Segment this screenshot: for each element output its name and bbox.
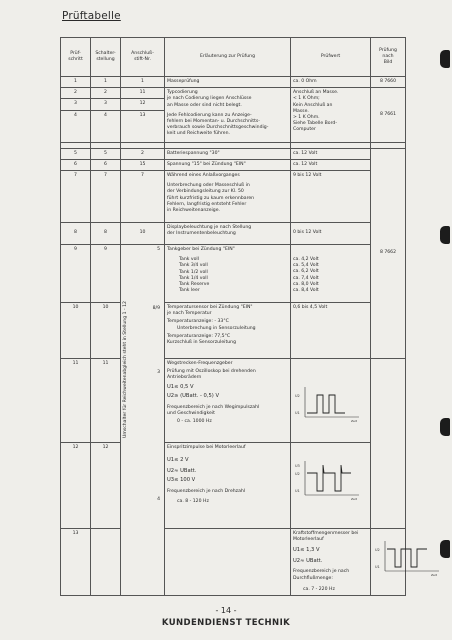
switch-cell: 9	[91, 244, 121, 302]
explanation-cell: Displaybeleuchtung je nach Stellung der Instrumentenbeleuchtung	[165, 222, 291, 244]
scope-u1-label: U1	[375, 564, 380, 569]
test-table	[60, 37, 437, 596]
value-cell: ca. 0 Ohm	[291, 77, 371, 88]
temp-low: Temperaturanzeige: - 33°C	[167, 319, 229, 325]
value-cell	[291, 244, 371, 302]
u1-spec: U1≤ 1,3 V	[293, 547, 320, 554]
explanation-cell	[165, 302, 291, 358]
table-row	[61, 148, 406, 159]
u2-spec: U2≈ UBatt.	[167, 468, 197, 475]
step-cell: 4	[61, 110, 91, 142]
explanation-cell: Spannung "15" bei Zündung "EIN"	[165, 159, 291, 170]
frequency-range: ca. 8 - 120 Hz	[177, 499, 209, 505]
pin-r9: 5	[157, 246, 160, 252]
u2-spec: U2≥ (UBatt. - 0,5) V	[167, 392, 220, 399]
pin-cell	[165, 528, 291, 595]
u3-spec: U3≤ 100 V	[167, 477, 196, 484]
explanation-cell	[165, 442, 291, 528]
table-row	[61, 442, 406, 528]
tank-level-value: ca. 7,4 Volt	[293, 275, 319, 281]
explanation-cell	[165, 170, 291, 222]
cranking-note: Unterbrechung oder Masseschluß in der Verbindungsleitung zur Kl. 50 führt kurzfristig zu kaum erkennbaren Fehlern, langfristig entsteht Fehler in Reichweitenanzeige.	[167, 183, 255, 213]
step-cell: 5	[61, 148, 91, 159]
header-step: Prüf- schritt	[61, 38, 91, 77]
scope-u1-label: U1	[295, 488, 300, 493]
step-cell: 12	[61, 442, 91, 528]
temp-high-cause: Kurzschluß in Sensorzuleitung	[167, 339, 237, 345]
explanation-cell	[165, 88, 291, 142]
tank-level-label: Tank leer	[179, 288, 200, 294]
table-row	[61, 358, 406, 442]
frequency-text: Frequenzbereich je nach Drehzahl	[167, 489, 246, 495]
value-cell: 0 bis 12 Volt	[291, 222, 371, 244]
pin-r10: 8/9	[152, 305, 160, 311]
speed-sensor-method: Prüfung mit Oszilloskop bei drehenden Antriebsrädern	[167, 369, 256, 381]
switch-cell: 5	[91, 148, 121, 159]
tank-level-value: ca. 6,2 Volt	[293, 269, 319, 275]
tank-level-value: ca. 4,2 Volt	[293, 256, 319, 262]
switch-cell: 11	[91, 358, 121, 442]
cranking-text: Während eines Anlaßvorganges	[167, 172, 240, 178]
value-cell	[291, 442, 371, 528]
pin-cell: 7	[121, 170, 165, 222]
pin-r12: 4	[157, 496, 160, 502]
value-cell: ca. 12 Volt	[291, 148, 371, 159]
pin-cell: 12	[121, 99, 165, 110]
tank-level-label: Tank 1/2 voll	[179, 269, 208, 275]
explanation-cell	[291, 528, 371, 595]
pin-cell: 11	[121, 88, 165, 99]
value-cell	[371, 528, 437, 595]
table-row	[61, 159, 406, 170]
step-cell: 13	[61, 528, 91, 595]
value-cell: 9 bis 12 Volt	[291, 170, 371, 222]
frequency-range: 0 - ca. 1000 Hz	[177, 418, 212, 424]
pin-cell: 13	[121, 110, 165, 142]
u2-spec: U2≈ UBatt.	[293, 558, 323, 565]
table-row	[61, 244, 406, 302]
tank-text: Tankgeber bei Zündung "EIN"	[167, 246, 235, 252]
header-explanation: Erläuterung zur Prüfung	[165, 38, 291, 77]
tank-level-value: ca. 8,0 Volt	[293, 281, 319, 287]
header-figure: Prüfung nach Bild	[371, 38, 406, 77]
explanation-cell	[165, 244, 291, 302]
header-switch: Schalter- stellung	[91, 38, 121, 77]
table-row	[61, 222, 406, 244]
value-cell: ca. 12 Volt	[291, 159, 371, 170]
tank-level-value: ca. 5,4 Volt	[293, 263, 319, 269]
tank-level-value: ca. 8,4 Volt	[293, 287, 319, 293]
tank-level-label: Tank 3/4 voll	[179, 263, 208, 269]
step-cell: 10	[61, 302, 91, 358]
value-cell: Anschluß an Masse. < 1 K Ohm; Kein Anschluß an Masse. > 1 K Ohm. Siehe Tabelle Bord- Computer	[291, 88, 371, 142]
step-cell: 6	[61, 159, 91, 170]
binder-hole	[440, 418, 450, 436]
table-header-row	[61, 38, 406, 77]
frequency-text: Frequenzbereich je nach Durchflußmenge:	[293, 569, 350, 581]
figure-cell: 8 7660	[371, 77, 406, 88]
scope-time-label: Zeit	[351, 496, 357, 501]
figure-cell: 8 7662	[371, 148, 406, 358]
switch-cell: 12	[91, 442, 121, 528]
scope-time-label: Zeit	[431, 572, 437, 577]
scope-u2-label: U2	[375, 547, 380, 552]
table-row	[61, 77, 406, 88]
switch-cell: 8	[91, 222, 121, 244]
scope-u2-label: U2	[295, 393, 300, 398]
header-pin: Anschluß- stift-Nr.	[121, 38, 165, 77]
switch-cell	[91, 528, 121, 595]
step-cell: 8	[61, 222, 91, 244]
scope-time-label: Zeit	[351, 418, 357, 423]
tank-levels	[167, 257, 288, 294]
speed-sensor-title: Wegstrecken-Frequenzgeber	[167, 360, 233, 366]
switch-cell: 2	[91, 88, 121, 99]
page-number: - 14 -	[215, 606, 237, 615]
table-row	[61, 170, 406, 222]
step-cell: 7	[61, 170, 91, 222]
scope-u2-label: U2	[295, 471, 300, 476]
fuel-flow-title: Kraftstoffmengenmesser bei Motorleerlauf	[293, 530, 359, 543]
step-cell: 1	[61, 77, 91, 88]
explanation-cell: Batteriespannung "30"	[165, 148, 291, 159]
coding-warning: Jede Fehlcodierung kann zu Anzeige- fehlern bei Momentan- u. Durchschnitts- verbrauch sowie Durchschnittsgeschwindig- keit und Reichweite führen.	[167, 112, 269, 137]
switch-cell: 4	[91, 110, 121, 142]
step-cell: 9	[61, 244, 91, 302]
injection-title: Einspritzimpulse bei Motorleerlauf	[167, 444, 246, 450]
binder-hole	[440, 50, 450, 68]
tank-level-label: Tank 1/4 voll	[179, 275, 208, 281]
switch-cell: 10	[91, 302, 121, 358]
explanation-cell	[165, 358, 291, 442]
step-cell: 3	[61, 99, 91, 110]
fuel-flow-wave-diagram	[373, 537, 445, 577]
step-cell: 2	[61, 88, 91, 99]
range-switch-note: Umschalter für Reichweitenabgleich steht in Stellung 1 - 12	[123, 301, 128, 439]
switch-cell: 3	[91, 99, 121, 110]
binder-hole	[440, 540, 450, 558]
pin-cell: 2	[121, 148, 165, 159]
explanation-cell: Masseprüfung	[165, 77, 291, 88]
table-row	[61, 302, 406, 358]
switch-cell: 6	[91, 159, 121, 170]
header-test-value: Prüfwert	[291, 38, 371, 77]
switch-cell: 7	[91, 170, 121, 222]
tank-values	[293, 257, 368, 294]
scope-u1-label: U1	[295, 410, 300, 415]
pin-cell: 10	[121, 222, 165, 244]
table-row	[61, 528, 406, 595]
pin-r11: 3	[157, 369, 160, 375]
value-cell: 0,6 bis 4,5 Volt	[291, 302, 371, 358]
temp-high: Temperaturanzeige: 77,5°C	[167, 333, 231, 339]
square-wave-diagram	[293, 383, 365, 423]
table-row	[61, 88, 406, 99]
tank-level-label: Tank Reserve	[179, 281, 210, 287]
pin-cell	[121, 244, 165, 595]
frequency-range: ca. 7 - 220 Hz	[303, 586, 335, 592]
frequency-text: Frequenzbereich je nach Wegimpulszahl und Geschwindigkeit	[167, 404, 260, 416]
pin-cell: 15	[121, 159, 165, 170]
page-title: Prüftabelle	[62, 10, 121, 22]
switch-cell: 1	[91, 77, 121, 88]
binder-hole	[440, 226, 450, 244]
coding-text: Typcodierung je nach Codierung liegen Anschlüsse an Masse oder sind nicht belegt.	[167, 90, 252, 108]
step-cell: 11	[61, 358, 91, 442]
footer-title: KUNDENDIENST TECHNIK	[161, 618, 291, 628]
pin-cell: 1	[121, 77, 165, 88]
figure-cell: 8 7661	[371, 88, 406, 142]
value-cell	[291, 358, 371, 442]
injection-wave-diagram	[293, 459, 365, 503]
temp-text: Temperatursensor bei Zündung "EIN" je nach Temperatur	[167, 304, 253, 317]
u1-spec: U1≤ 2 V	[167, 457, 189, 464]
temp-low-cause: Unterbrechung in Sensorzuleitung	[177, 325, 256, 331]
scope-u3-label: U3	[295, 463, 300, 468]
tank-level-label: Tank voll	[179, 257, 199, 263]
u1-spec: U1≤ 0,5 V	[167, 383, 194, 390]
